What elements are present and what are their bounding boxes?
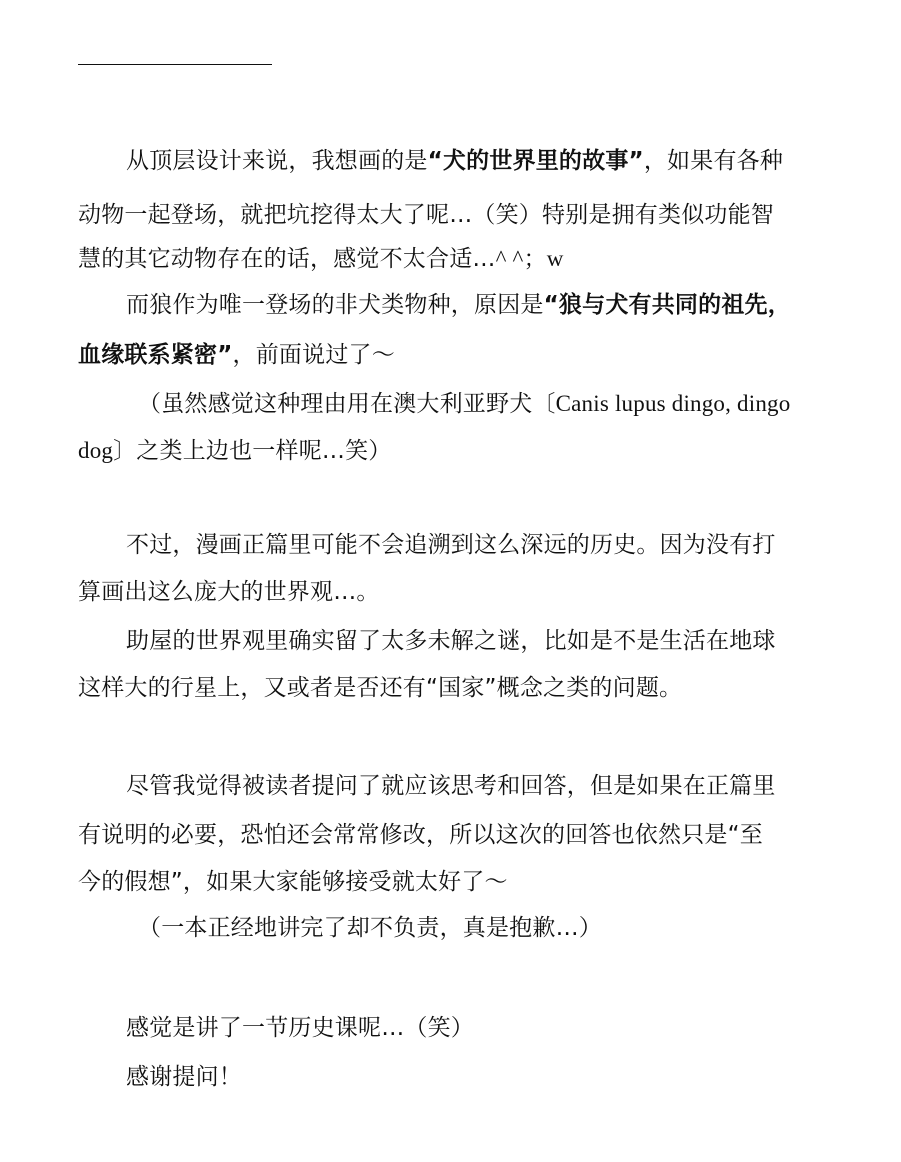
text-span: ，前面说过了～ xyxy=(232,342,395,368)
paragraph-line xyxy=(78,577,830,607)
text-span: Canis lupus dingo, dingo xyxy=(555,391,791,416)
text-span: 不过，漫画正篇里可能不会追溯到这么深远的历史。因为没有打 xyxy=(126,532,776,558)
paragraph-line xyxy=(138,389,890,419)
text-span: （一本正经地讲完了却不负责，真是抱歉…） xyxy=(138,915,602,941)
text-span: 尽管我觉得被读者提问了就应该思考和回答，但是如果在正篇里 xyxy=(126,773,776,799)
paragraph-line xyxy=(78,244,830,274)
text-span: 〕之类上边也一样呢…笑） xyxy=(113,438,392,464)
text-span: 慧的其它动物存在的话，感觉不太合适… xyxy=(78,246,496,272)
text-span: ，如果有各种 xyxy=(643,148,784,174)
text-span: 助屋的世界观里确实留了太多未解之谜，比如是不是生活在地球 xyxy=(126,628,776,654)
paragraph-line xyxy=(126,626,878,656)
text-span: 这样大的行星上，又或者是否还有“国家”概念之类的问题。 xyxy=(78,675,683,701)
text-span: 从顶层设计来说，我想画的是 xyxy=(126,148,428,174)
bold-phrase: 血缘联系紧密” xyxy=(78,342,233,368)
text-span: （虽然感觉这种理由用在澳大利亚野犬〔 xyxy=(138,391,556,417)
paragraph-line xyxy=(126,146,878,176)
paragraph-line xyxy=(126,1013,878,1043)
text-span: 而狼作为唯一登场的非犬类物种，原因是 xyxy=(126,292,544,318)
paragraph-line xyxy=(126,290,878,320)
text-span: 今的假想”，如果大家能够接受就太好了～ xyxy=(78,869,508,895)
text-span: ^ ^；w xyxy=(495,246,564,271)
text-span: 感觉是讲了一节历史课呢…（笑） xyxy=(126,1015,474,1041)
bold-phrase: “犬的世界里的故事” xyxy=(427,148,644,174)
paragraph-line xyxy=(126,1062,878,1092)
text-span: dog xyxy=(78,438,114,463)
bold-phrase: “狼与犬有共同的祖先， xyxy=(543,292,791,318)
paragraph-line xyxy=(138,913,890,943)
top-rule xyxy=(78,64,272,65)
paragraph-line xyxy=(126,530,878,560)
paragraph-line xyxy=(78,820,830,850)
text-span: 有说明的必要，恐怕还会常常修改，所以这次的回答也依然只是“至 xyxy=(78,822,763,848)
text-span: 动物一起登场，就把坑挖得太大了呢…（笑）特别是拥有类似功能智 xyxy=(78,202,774,228)
paragraph-line xyxy=(126,771,878,801)
text-span: 感谢提问！ xyxy=(126,1064,242,1090)
paragraph-line xyxy=(78,200,830,230)
paragraph-line xyxy=(78,673,830,703)
paragraph-line xyxy=(78,340,830,370)
paragraph-line xyxy=(78,867,830,897)
paragraph-line xyxy=(78,436,830,466)
text-span: 算画出这么庞大的世界观…。 xyxy=(78,579,380,605)
